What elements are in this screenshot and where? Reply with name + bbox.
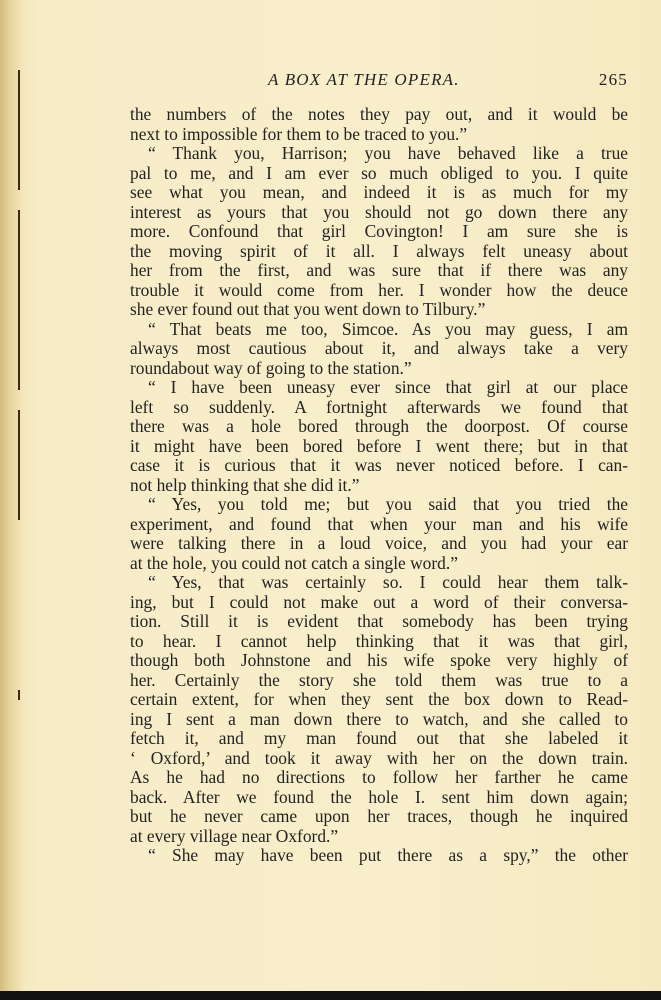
body-text <box>130 105 628 866</box>
text-line: next to impossible for them to be traced to you.” <box>130 123 468 144</box>
text-line: certain extent, for when they sent the box down to Read- <box>130 689 628 709</box>
text-line: but he never came upon her traces, though he inquired <box>130 806 628 826</box>
text-line: “ Thank you, Harrison; you have behaved like a true <box>148 143 628 163</box>
text-line: ing, but I could not make out a word of their conversa- <box>130 591 628 612</box>
text-line: at every village near Oxford.” <box>130 825 339 846</box>
text-line: “ That beats me too, Simcoe. As you may guess, I am <box>148 318 628 339</box>
text-line: fetch it, and my man found out that she labeled it <box>130 728 628 748</box>
page-bottom-edge <box>0 991 661 1000</box>
running-title: A BOX AT THE OPERA. <box>268 70 460 89</box>
text-line: pal to me, and I am ever so much obliged to you. I quite <box>130 162 628 183</box>
gutter-mark <box>18 70 20 190</box>
page-number: 265 <box>598 70 628 89</box>
gutter-mark <box>18 210 20 390</box>
text-line: not help thinking that she did it.” <box>130 474 360 495</box>
text-line: the moving spirit of it all. I always felt uneasy about <box>130 240 628 261</box>
text-line: tion. Still it is evident that somebody has been trying <box>130 611 628 631</box>
text-line: case it is curious that it was never noticed before. I can- <box>130 455 628 475</box>
text-line: the numbers of the notes they pay out, and it would be <box>130 104 628 124</box>
text-line: “ Yes, you told me; but you said that you tried the <box>148 494 628 514</box>
text-line: interest as yours that you should not go down there any <box>130 201 628 222</box>
text-line: always most cautious about it, and always take a very <box>130 338 628 358</box>
text-line: see what you mean, and indeed it is as much for my <box>130 182 628 202</box>
text-line: there was a hole bored through the doorpost. Of course <box>130 416 628 436</box>
text-line: “ She may have been put there as a spy,” the other <box>148 845 628 865</box>
text-line: back. After we found the hole I. sent him down again; <box>130 786 628 807</box>
text-line: her. Certainly the story she told them was true to a <box>130 669 628 690</box>
text-line: it might have been bored before I went there; but in that <box>130 435 628 456</box>
text-line: though both Johnstone and his wife spoke very highly of <box>130 650 628 670</box>
text-line: experiment, and found that when your man and his wife <box>130 513 628 534</box>
page-gutter <box>0 0 24 1000</box>
text-line: ‘ Oxford,’ and took it away with her on the down train. <box>130 747 628 768</box>
text-line: at the hole, you could not catch a single word.” <box>130 552 458 573</box>
text-line: trouble it would come from her. I wonder how the deuce <box>130 279 628 300</box>
text-line: “ Yes, that was certainly so. I could hear them talk- <box>148 572 628 592</box>
text-line: she ever found out that you went down to Tilbury.” <box>130 299 486 319</box>
page-header <box>130 68 628 92</box>
text-line: As he had no directions to follow her farther he came <box>130 767 628 787</box>
text-line: were talking there in a loud voice, and you had your ear <box>130 533 628 553</box>
text-line: her from the first, and was sure that if there was any <box>130 260 628 280</box>
text-line: left so suddenly. A fortnight afterwards we found that <box>130 396 628 417</box>
text-line: to hear. I cannot help thinking that it was that girl, <box>130 630 628 651</box>
gutter-mark <box>18 690 20 700</box>
text-line: “ I have been uneasy ever since that girl at our place <box>148 377 628 397</box>
text-line: ing I sent a man down there to watch, and she called to <box>130 708 628 729</box>
text-line: roundabout way of going to the station.” <box>130 357 412 378</box>
text-line: more. Confound that girl Covington! I am sure she is <box>130 221 628 241</box>
gutter-mark <box>18 410 20 520</box>
